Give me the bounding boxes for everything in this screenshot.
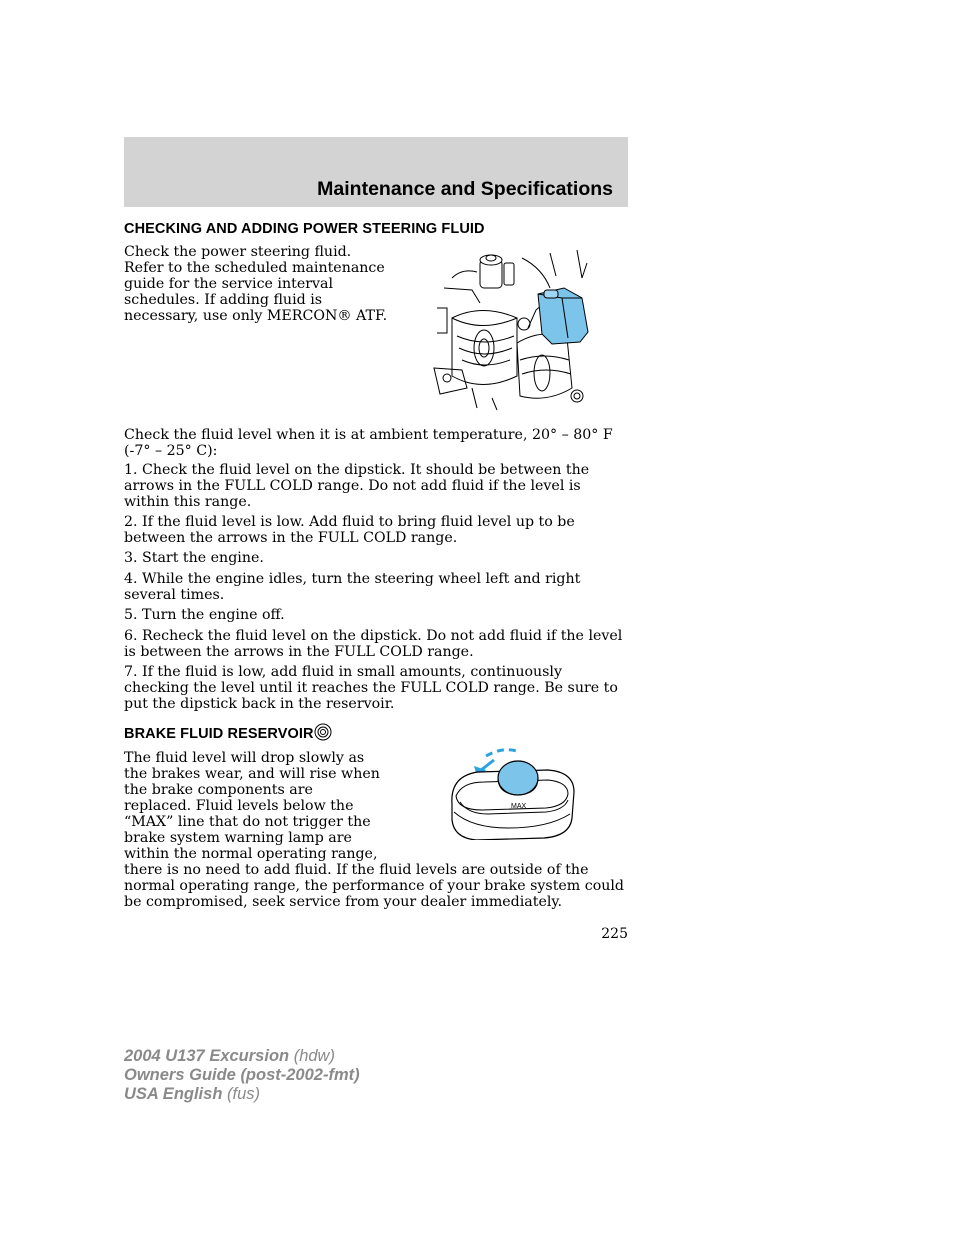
brake-fluid-heading	[124, 723, 332, 742]
brake-heading-text: BRAKE FLUID RESERVOIR	[124, 726, 314, 742]
max-line-label: MAX	[511, 803, 527, 810]
page-number: 225	[601, 926, 628, 942]
brake-reservoir-illustration	[448, 748, 576, 840]
brake-fluid-text: The fluid level will drop slowly as the brakes wear, and will rise when the brake components are replaced. Fluid levels below the “MAX” line that do not trigger the brake system warning lamp are within the normal operating range, there is no need to add fluid. If the fluid levels are outside of the normal operating range, the performance of your brake system could be compromised, seek service from your dealer immediately.	[124, 750, 624, 910]
power-steering-temperature-note: Check the fluid level when it is at ambient temperature, 20° – 80° F (-7° – 25° C):	[124, 427, 613, 459]
section-header-bar	[124, 137, 628, 207]
footer-line: USA English (fus)	[124, 1085, 260, 1103]
step-item: 4. While the engine idles, turn the steering wheel left and right several times.	[124, 571, 581, 603]
power-steering-intro: Check the power steering fluid. Refer to the scheduled maintenance guide for the service interval schedules. If adding fluid is necessary, use only MERCON® ATF.	[124, 244, 388, 324]
power-steering-reservoir-illustration	[432, 248, 592, 411]
step-item: 2. If the fluid level is low. Add fluid to bring fluid level up to be between the arrows in the FULL COLD range.	[124, 514, 575, 546]
step-item: 5. Turn the engine off.	[124, 607, 285, 623]
step-item: 3. Start the engine.	[124, 550, 264, 566]
document-footer	[124, 1047, 360, 1104]
footer-line: 2004 U137 Excursion (hdw)	[124, 1047, 335, 1065]
power-steering-heading: CHECKING AND ADDING POWER STEERING FLUID	[124, 221, 485, 237]
section-title: Maintenance and Specifications	[317, 178, 613, 200]
step-item: 6. Recheck the fluid level on the dipstick. Do not add fluid if the level is between the arrows in the FULL COLD range.	[124, 628, 623, 660]
step-item: 1. Check the fluid level on the dipstick. It should be between the arrows in the FULL COLD range. Do not add fluid if the level is within this range.	[124, 462, 590, 510]
step-item: 7. If the fluid is low, add fluid in small amounts, continuously checking the level until it reaches the FULL COLD range. Be sure to put the dipstick back in the reservoir.	[124, 664, 618, 712]
footer-line: Owners Guide (post-2002-fmt)	[124, 1066, 360, 1084]
brake-warning-icon	[314, 723, 332, 741]
